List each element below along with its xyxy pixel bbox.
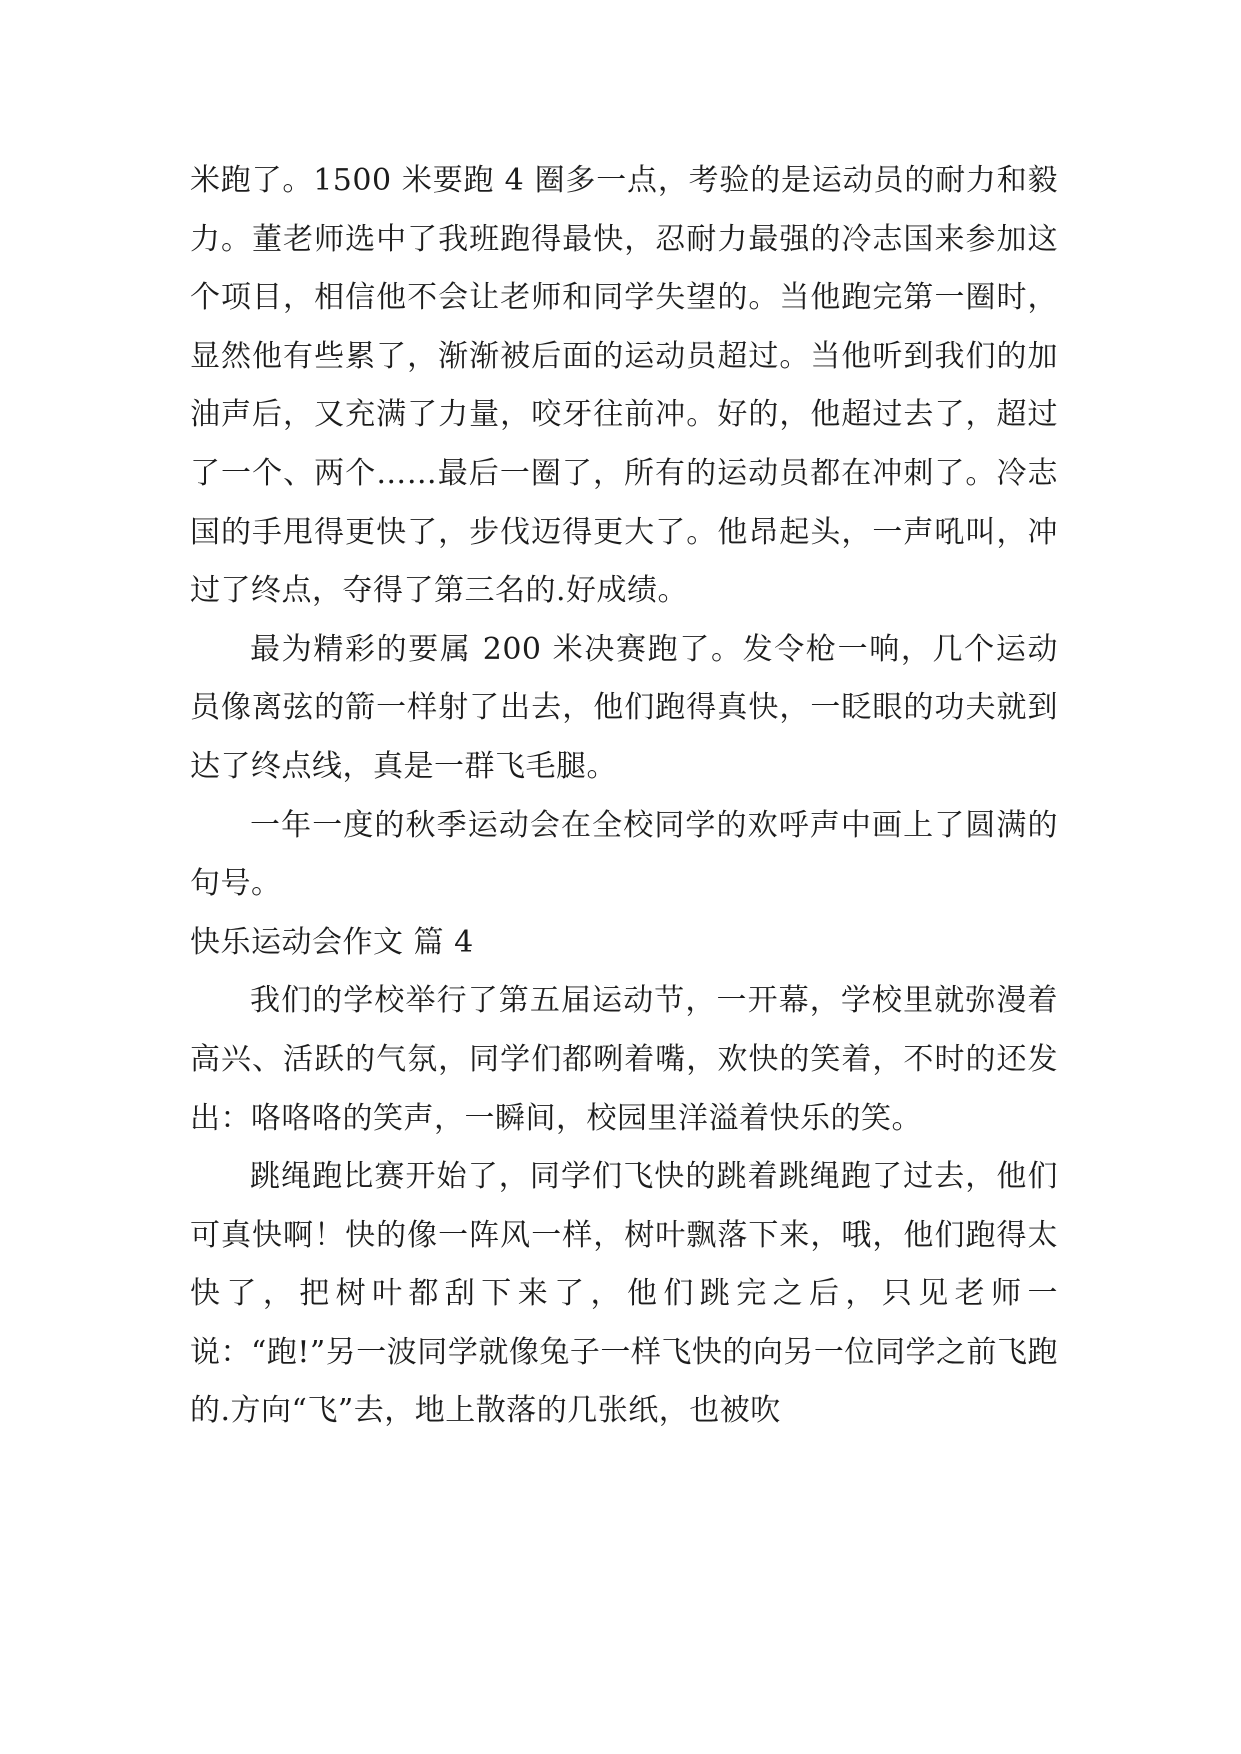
paragraph-closing: 一年一度的秋季运动会在全校同学的欢呼声中画上了圆满的句号。 [190, 807, 1058, 902]
paragraph-jump-rope-race: 跳绳跑比赛开始了，同学们飞快的跳着跳绳跑了过去，他们可真快啊！快的像一阵风一样，树叶飘落下来，哦，他们跑得太快了，把树叶都刮下来了，他们跳完之后，只见老师一说：“跑!”另一波同学就像兔子一样飞快的向另一位同学之前飞跑的.方向“飞”去，地上散落的几张纸，也被吹 [190, 1159, 1058, 1429]
section-title: 快乐运动会作文 篇 4 [190, 924, 474, 960]
paragraph-1500m-race: 米跑了。1500 米要跑 4 圈多一点，考验的是运动员的耐力和毅力。董老师选中了我班跑得最快，忍耐力最强的冷志国来参加这个项目，相信他不会让老师和同学失望的。当他跑完第一圈时，显然他有些累了，渐渐被后面的运动员超过。当他听到我们的加油声后，又充满了力量，咬牙往前冲。好的，他超过去了，超过了一个、两个……最后一圈了，所有的运动员都在冲刺了。冷志国的手甩得更快了，步伐迈得更大了。他昂起头，一声吼叫，冲过了终点，夺得了第三名的.好成绩。 [190, 163, 1058, 609]
paragraph-200m-final: 最为精彩的要属 200 米决赛跑了。发令枪一响，几个运动员像离弦的箭一样射了出去，他们跑得真快，一眨眼的功夫就到达了终点线，真是一群飞毛腿。 [190, 631, 1058, 784]
paragraph-opening: 我们的学校举行了第五届运动节，一开幕，学校里就弥漫着高兴、活跃的气氛，同学们都咧着嘴，欢快的笑着，不时的还发出：咯咯咯的笑声，一瞬间，校园里洋溢着快乐的笑。 [190, 983, 1058, 1136]
document-body [190, 152, 1058, 1441]
